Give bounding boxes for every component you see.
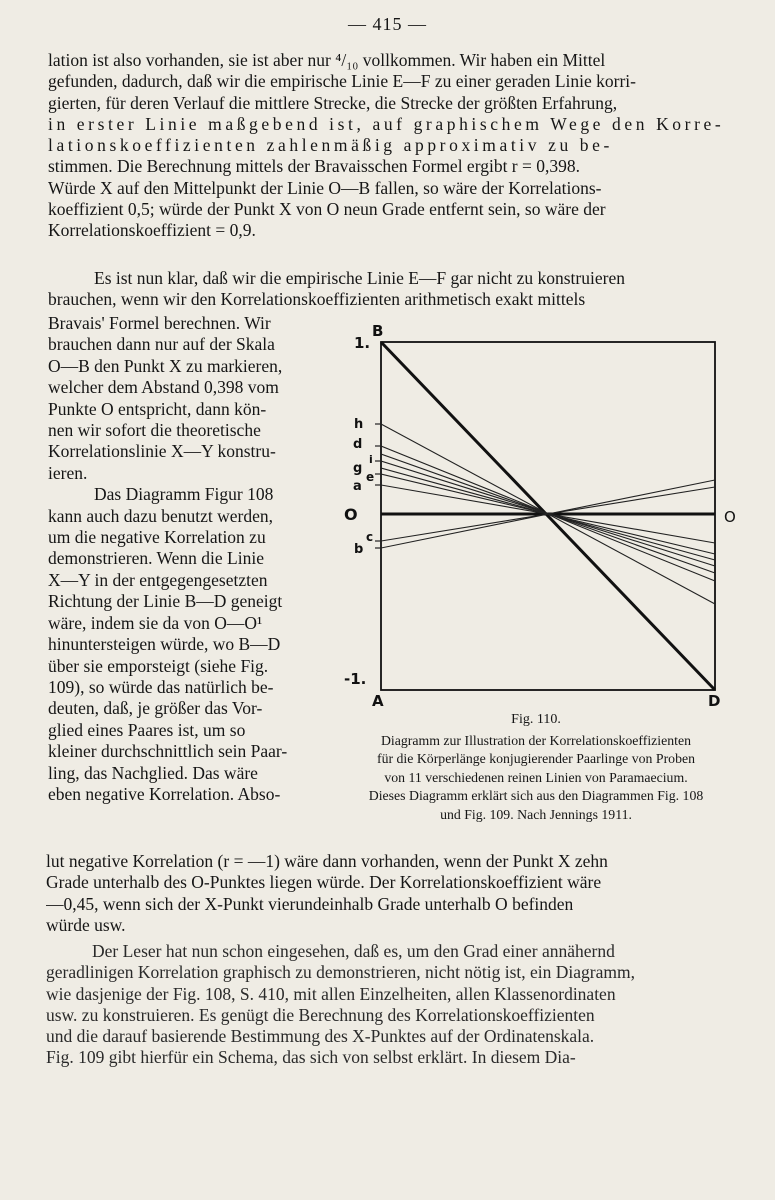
caption-line: Diagramm zur Illustration der Korrelationskoeffizienten [380, 732, 692, 748]
text-line: würde usw. [46, 914, 126, 935]
label-o-left: O [344, 505, 358, 524]
caption-line: Dieses Diagramm erklärt sich aus den Diagrammen Fig. 108 [368, 788, 704, 803]
label-c: c [366, 530, 374, 544]
label-a-bottom: A [372, 692, 384, 710]
text-line: stimmen. Die Berechnung mittels der Bravaisschen Formel ergibt r = 0,398. [48, 156, 581, 177]
text-line: geradlinigen Korrelation graphisch zu demonstrieren, nicht nötig ist, ein Diagramm, [46, 962, 636, 983]
text-line: kleiner durchschnittlich sein Paar- [48, 741, 288, 762]
label-e: e [366, 470, 375, 484]
text-line: X—Y in der entgegengesetzten [48, 569, 268, 590]
text-line: hinuntersteigen würde, wo B—D [48, 634, 281, 655]
text-line: Der Leser hat nun schon eingesehen, daß es, um den Grad einer annähernd [92, 941, 615, 961]
text-line: lation ist also vorhanden, sie ist aber nur ⁴/₁₀ vollkommen. Wir haben ein Mittel [48, 50, 606, 70]
text-line: Bravais' Formel berechnen. Wir [48, 313, 271, 333]
text-line: lationskoeffizienten zahlenmäßig approximativ zu be- [48, 135, 613, 156]
text-line: glied eines Paares ist, um so [48, 719, 246, 740]
wrapped-text-column [48, 313, 338, 805]
caption-line: für die Körperlänge konjugierender Paarlinge von Proben [377, 751, 695, 766]
correlation-diagram-svg [336, 322, 756, 716]
text-line: usw. zu konstruieren. Es genügt die Berechnung des Korrelationskoeffizienten [46, 1004, 595, 1025]
text-line: koeffizient 0,5; würde der Punkt X von O neun Grade entfernt sein, so wäre der [48, 199, 606, 220]
text-line: in erster Linie maßgebend ist, auf graphischem Wege den Korre- [48, 113, 725, 134]
text-line: brauchen, wenn wir den Korrelationskoeffizienten arithmetisch exakt mittels [48, 289, 586, 310]
paragraph-final [46, 941, 736, 1069]
text-line: 109), so würde das natürlich be- [48, 676, 274, 697]
text-line: demonstrieren. Wenn die Linie [48, 548, 264, 569]
text-line: Punkte O entspricht, dann kön- [48, 398, 267, 419]
line-b-d [381, 342, 715, 690]
label-g: g [353, 461, 363, 476]
text-line: nen wir sofort die theoretische [48, 420, 261, 441]
text-line: —0,45, wenn sich der X-Punkt vierundeinhalb Grade unterhalb O befinden [46, 893, 574, 914]
text-line: lut negative Korrelation (r = —1) wäre dann vorhanden, wenn der Punkt X zehn [46, 851, 608, 871]
paragraph-intro [48, 50, 740, 242]
text-line: Richtung der Linie B—D geneigt [48, 591, 283, 612]
paragraph-second [48, 268, 740, 311]
text-line: Korrelationskoeffizient = 0,9. [48, 220, 256, 241]
text-line: Das Diagramm Figur 108 [94, 484, 274, 505]
text-line: gefunden, dadurch, daß wir die empirische Linie E—F zu einer geraden Linie korri- [48, 71, 636, 92]
label-b: b [354, 542, 364, 557]
text-line: Grade unterhalb des O-Punktes liegen würde. Der Korrelationskoeffizient wäre [46, 872, 602, 893]
label-o-right: O [724, 508, 736, 526]
text-line: Es ist nun klar, daß wir die empirische Linie E—F gar nicht zu konstruieren [94, 268, 625, 288]
text-line: wäre, indem sie da von O—O¹ [48, 612, 263, 633]
text-line: welcher dem Abstand 0,398 vom [48, 377, 279, 398]
figure-110-diagram [336, 322, 756, 716]
text-line: eben negative Korrelation. Abso- [48, 783, 281, 804]
label-d: d [353, 437, 363, 452]
text-line: Würde X auf den Mittelpunkt der Linie O—B fallen, so wäre der Korrelations- [48, 177, 602, 198]
text-line: wie dasjenige der Fig. 108, S. 410, mit allen Einzelheiten, allen Klassenordinaten [46, 983, 616, 1004]
text-line: brauchen dann nur auf der Skala [48, 334, 275, 355]
text-line: gierten, für deren Verlauf die mittlere Strecke, die Strecke der größten Erfahrung, [48, 92, 618, 113]
label-h: h [354, 417, 364, 432]
caption-line: von 11 verschiedenen reinen Linien von Paramaecium. [384, 769, 688, 785]
text-line: Korrelationslinie X—Y konstru- [48, 441, 276, 462]
text-line: ling, das Nachglied. Das wäre [48, 762, 258, 783]
caption-line: und Fig. 109. Nach Jennings 1911. [440, 806, 632, 822]
page-number: — 415 — [348, 14, 427, 34]
text-line: ieren. [48, 462, 88, 483]
text-line: Fig. 109 gibt hierfür ein Schema, das sich von selbst erklärt. In diesem Dia- [46, 1047, 576, 1068]
label-i: i [369, 453, 373, 466]
text-line: über sie emporsteigt (siehe Fig. [48, 655, 269, 676]
text-line: kann auch dazu benutzt werden, [48, 505, 273, 526]
text-line: um die negative Korrelation zu [48, 527, 266, 548]
label-b-top: B [372, 322, 384, 340]
figure-caption [336, 711, 736, 824]
text-line: und die darauf basierende Bestimmung des X-Punktes auf der Ordinatenskala. [46, 1026, 595, 1047]
figure-number: Fig. 110. [511, 712, 561, 727]
paragraph-continuation [46, 851, 736, 936]
label-bottom-value: -1. [344, 670, 367, 688]
label-a: a [353, 479, 362, 494]
text-line: O—B den Punkt X zu markieren, [48, 355, 283, 376]
text-line: deuten, daß, je größer das Vor- [48, 698, 263, 719]
label-d-bottom: D [708, 692, 721, 710]
label-top-value: 1. [354, 334, 371, 352]
